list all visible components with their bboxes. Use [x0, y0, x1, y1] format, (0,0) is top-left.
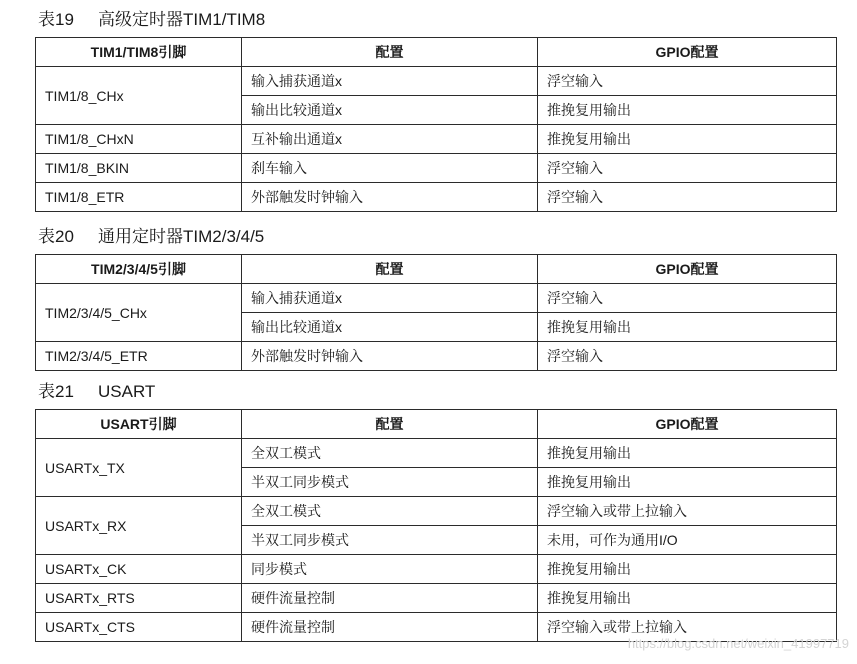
- table-row: [36, 342, 837, 371]
- config-cell: 外部触发时钟输入: [242, 342, 538, 371]
- table-19-advanced-timers: [35, 37, 837, 212]
- table-row: [36, 497, 837, 526]
- gpio-cell: 浮空输入或带上拉输入: [538, 613, 837, 642]
- table-19-caption: [38, 9, 265, 31]
- config-cell: 同步模式: [242, 555, 538, 584]
- header-pin: USART引脚: [36, 410, 242, 439]
- table-row: [36, 555, 837, 584]
- gpio-cell: 浮空输入: [538, 342, 837, 371]
- config-cell: 半双工同步模式: [242, 468, 538, 497]
- pin-cell: USARTx_RTS: [36, 584, 242, 613]
- config-cell: 输入捕获通道x: [242, 284, 538, 313]
- pin-cell: USARTx_CK: [36, 555, 242, 584]
- pin-cell: TIM1/8_CHx: [36, 67, 242, 125]
- config-cell: 硬件流量控制: [242, 613, 538, 642]
- header-pin: TIM2/3/4/5引脚: [36, 255, 242, 284]
- gpio-cell: 推挽复用输出: [538, 584, 837, 613]
- pin-cell: USARTx_RX: [36, 497, 242, 555]
- pin-cell: TIM1/8_CHxN: [36, 125, 242, 154]
- table-row: [36, 125, 837, 154]
- config-cell: 刹车输入: [242, 154, 538, 183]
- table-row: [36, 284, 837, 313]
- header-config: 配置: [242, 38, 538, 67]
- pin-cell: TIM2/3/4/5_CHx: [36, 284, 242, 342]
- config-cell: 半双工同步模式: [242, 526, 538, 555]
- table-21-usart: [35, 409, 837, 642]
- header-gpio: GPIO配置: [538, 255, 837, 284]
- table-20-general-timers: [35, 254, 837, 371]
- config-cell: 输出比较通道x: [242, 96, 538, 125]
- gpio-cell: 浮空输入: [538, 67, 837, 96]
- caption-title: 高级定时器TIM1/TIM8: [98, 10, 266, 29]
- table-header-row: [36, 410, 837, 439]
- table-row: [36, 584, 837, 613]
- header-gpio: GPIO配置: [538, 410, 837, 439]
- pin-cell: USARTx_CTS: [36, 613, 242, 642]
- table-header-row: [36, 255, 837, 284]
- header-config: 配置: [242, 255, 538, 284]
- header-gpio: GPIO配置: [538, 38, 837, 67]
- caption-number: 表19: [38, 10, 74, 29]
- gpio-cell: 未用，可作为通用I/O: [538, 526, 837, 555]
- table-row: [36, 183, 837, 212]
- watermark-url: https://blog.csdn.net/weixin_41997719: [627, 636, 849, 651]
- caption-number: 表21: [38, 382, 74, 401]
- gpio-cell: 浮空输入: [538, 154, 837, 183]
- caption-number: 表20: [38, 227, 74, 246]
- table-21-caption: [38, 381, 155, 403]
- config-cell: 全双工模式: [242, 439, 538, 468]
- pin-cell: TIM1/8_BKIN: [36, 154, 242, 183]
- gpio-cell: 推挽复用输出: [538, 439, 837, 468]
- config-cell: 互补输出通道x: [242, 125, 538, 154]
- table-row: [36, 439, 837, 468]
- gpio-cell: 推挽复用输出: [538, 468, 837, 497]
- gpio-cell: 浮空输入: [538, 284, 837, 313]
- header-pin: TIM1/TIM8引脚: [36, 38, 242, 67]
- gpio-cell: 推挽复用输出: [538, 125, 837, 154]
- pin-cell: TIM1/8_ETR: [36, 183, 242, 212]
- header-config: 配置: [242, 410, 538, 439]
- gpio-cell: 浮空输入: [538, 183, 837, 212]
- gpio-cell: 浮空输入或带上拉输入: [538, 497, 837, 526]
- config-cell: 输出比较通道x: [242, 313, 538, 342]
- pin-cell: USARTx_TX: [36, 439, 242, 497]
- gpio-cell: 推挽复用输出: [538, 313, 837, 342]
- table-20-caption: [38, 226, 264, 248]
- pin-cell: TIM2/3/4/5_ETR: [36, 342, 242, 371]
- caption-title: 通用定时器TIM2/3/4/5: [98, 227, 265, 246]
- config-cell: 硬件流量控制: [242, 584, 538, 613]
- config-cell: 外部触发时钟输入: [242, 183, 538, 212]
- table-row: [36, 67, 837, 96]
- config-cell: 全双工模式: [242, 497, 538, 526]
- table-header-row: [36, 38, 837, 67]
- gpio-cell: 推挽复用输出: [538, 96, 837, 125]
- config-cell: 输入捕获通道x: [242, 67, 538, 96]
- caption-title: USART: [98, 382, 156, 401]
- table-row: [36, 154, 837, 183]
- gpio-cell: 推挽复用输出: [538, 555, 837, 584]
